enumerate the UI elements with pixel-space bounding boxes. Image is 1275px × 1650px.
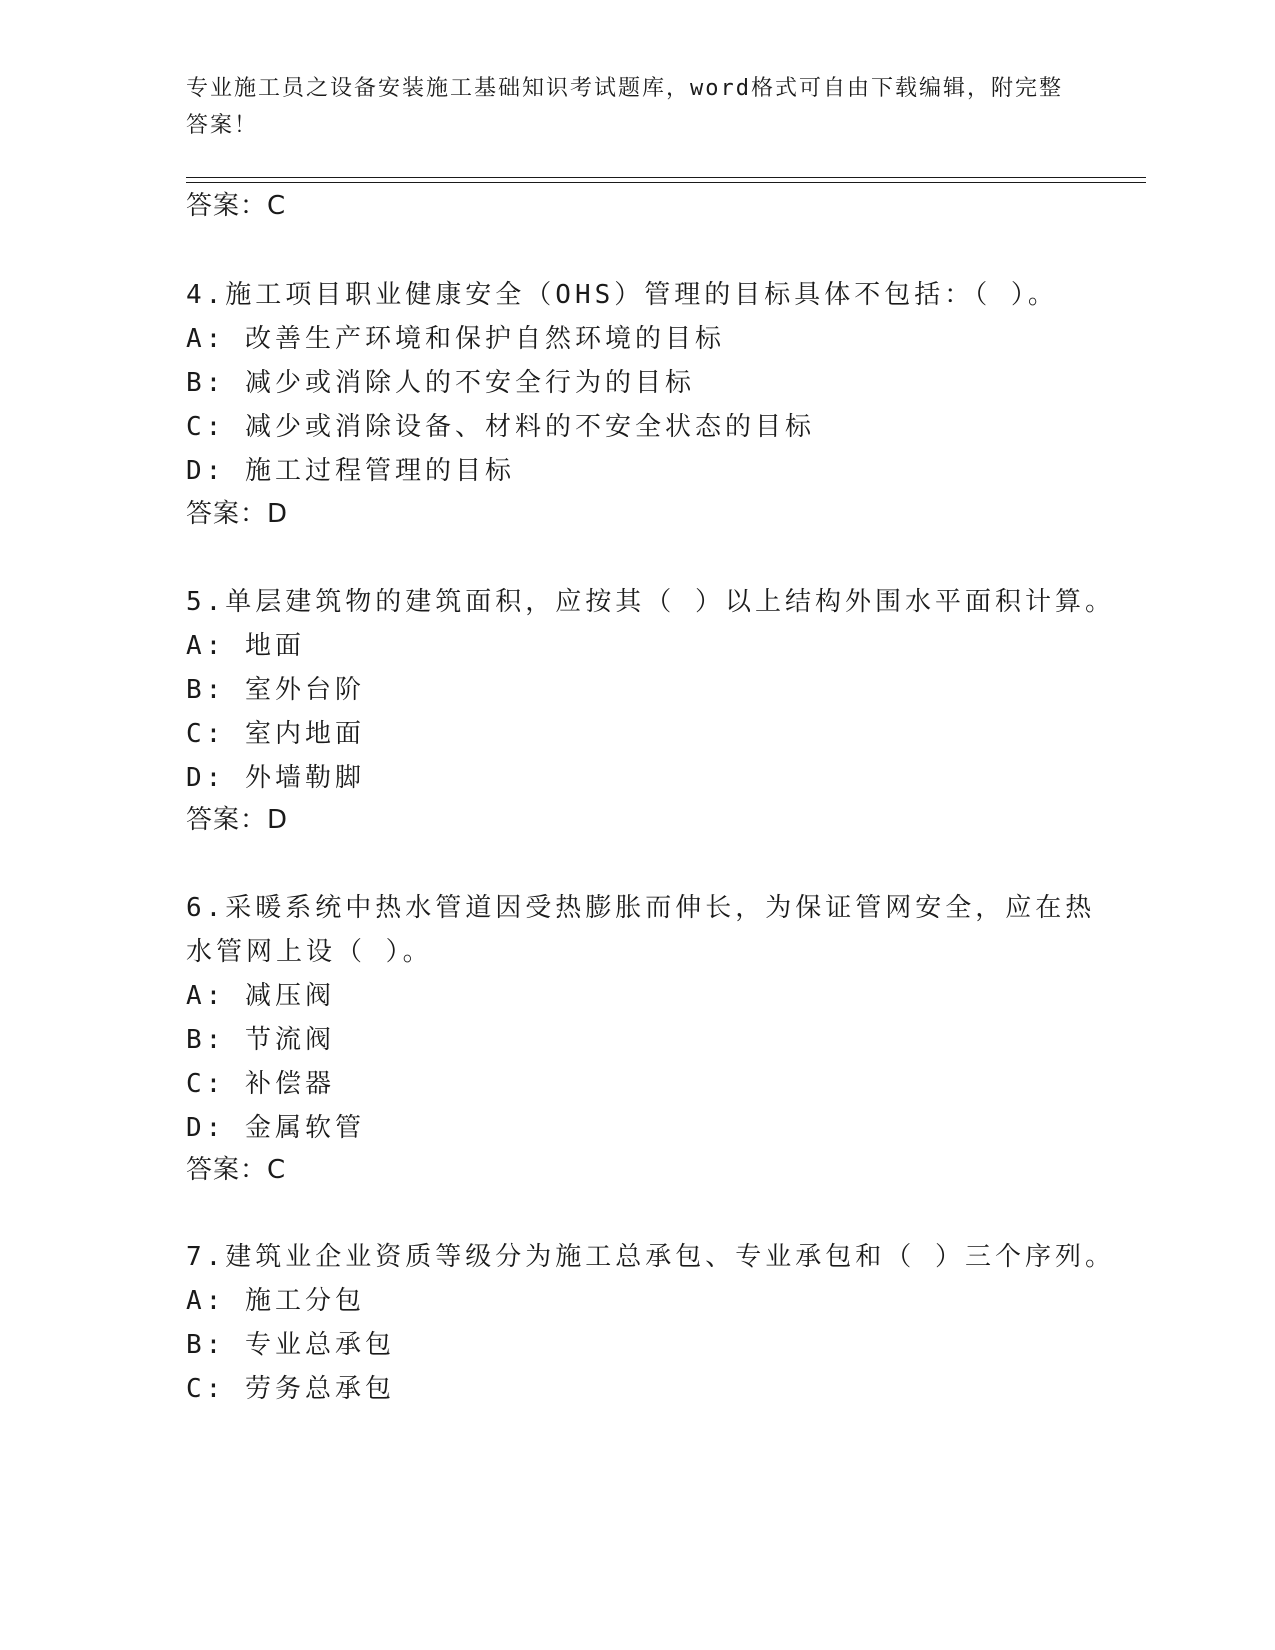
- question-6-stem-line-1: 6.采暖系统中热水管道因受热膨胀而伸长，为保证管网安全，应在热: [186, 893, 1096, 923]
- question-5-option-c: C: 室内地面: [186, 719, 365, 749]
- answer-q4: 答案：D: [186, 499, 289, 529]
- question-6-option-c: C: 补偿器: [186, 1069, 335, 1099]
- question-7-option-a: A: 施工分包: [186, 1286, 365, 1316]
- question-5-option-d: D: 外墙勒脚: [186, 763, 365, 793]
- answer-q5: 答案：D: [186, 805, 289, 835]
- question-5-option-a: A: 地面: [186, 631, 305, 661]
- header-divider-bottom: [186, 182, 1146, 183]
- question-6-option-d: D: 金属软管: [186, 1113, 365, 1143]
- question-7-option-b: B: 专业总承包: [186, 1330, 395, 1360]
- question-7-option-c: C: 劳务总承包: [186, 1374, 395, 1404]
- answer-q3: 答案：C: [186, 191, 287, 221]
- header-divider-top: [186, 177, 1146, 178]
- answer-q6: 答案：C: [186, 1155, 287, 1185]
- document-header: 专业施工员之设备安装施工基础知识考试题库，word格式可自由下载编辑，附完整答案！: [186, 76, 1063, 138]
- question-4-option-c: C: 减少或消除设备、材料的不安全状态的目标: [186, 412, 815, 442]
- question-6-option-a: A: 减压阀: [186, 981, 335, 1011]
- question-6-stem-line-2: 水管网上设（ ）。: [186, 937, 433, 967]
- question-7-stem: 7.建筑业企业资质等级分为施工总承包、专业承包和（ ）三个序列。: [186, 1242, 1115, 1272]
- question-4-option-a: A: 改善生产环境和保护自然环境的目标: [186, 324, 725, 354]
- question-4-stem: 4.施工项目职业健康安全（OHS）管理的目标具体不包括：（ ）。: [186, 280, 1058, 310]
- question-4-option-d: D: 施工过程管理的目标: [186, 456, 515, 486]
- question-4-option-b: B: 减少或消除人的不安全行为的目标: [186, 368, 695, 398]
- question-5-stem: 5.单层建筑物的建筑面积，应按其（ ）以上结构外围水平面积计算。: [186, 587, 1115, 617]
- question-5-option-b: B: 室外台阶: [186, 675, 365, 705]
- question-6-option-b: B: 节流阀: [186, 1025, 335, 1055]
